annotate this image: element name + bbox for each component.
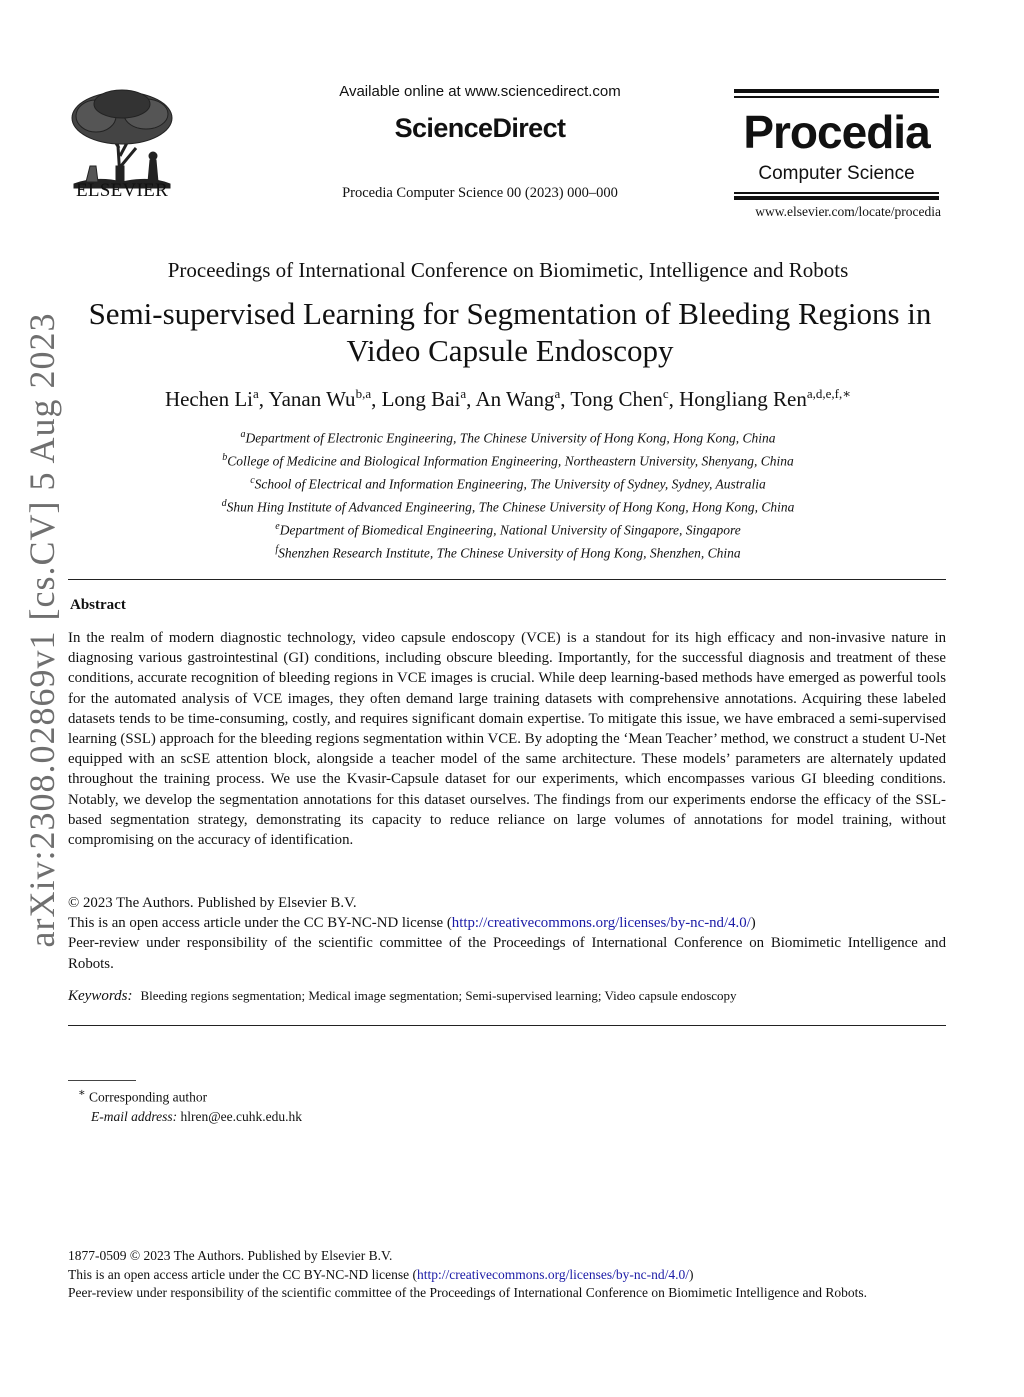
procedia-top-rule-thin	[734, 96, 939, 98]
affiliation-mark: f	[275, 544, 279, 556]
bottom-license-block	[68, 1247, 968, 1303]
author-name: Tong Chen	[570, 387, 663, 411]
abstract-body: In the realm of modern diagnostic technology, video capsule endoscopy (VCE) is a standout for its high efficacy and non-invasive nature in diagnosing various gastrointestinal (GI) conditions, including obscure bleeding. Importantly, for the successful diagnosis and treatment of these conditions, accurate recognition of bleeding regions in VCE images is crucial. While deep learning-based methods have emerged as powerful tools for the automated analysis of VCE images, they often demand large training datasets with comprehensive annotations. Acquiring these labeled datasets tends to be time-consuming, costly, and requires significant domain expertise. To mitigate this issue, we have embraced a semi-supervised learning (SSL) approach for the bleeding regions segmentation within VCE. By adopting the ‘Mean Teacher’ method, we construct a student U-Net equipped with an scSE attention block, alongside a teacher model of the same architecture. These models’ parameters are alternately updated throughout the training process. We use the Kvasir-Capsule dataset for our experiments, which encompasses various GI bleeding conditions. Notably, we develop the segmentation annotations for this dataset ourselves. The findings from our experiments endorse the efficacy of the SSL-based segmentation strategy, demonstrating its capacity to reduce reliance on large volumes of annotations for model training, without compromising on the accuracy of identification.	[68, 630, 946, 849]
affiliation-text: College of Medicine and Biological Information Engineering, Northeastern University, Shenyang, China	[227, 453, 794, 469]
email-address[interactable]: hlren@ee.cuhk.edu.hk	[180, 1109, 303, 1124]
author-affiliation-mark: a,d,e,f,∗	[806, 386, 852, 401]
affiliation-text: Shun Hing Institute of Advanced Engineering, The Chinese University of Hong Kong, Hong Kong, China	[226, 499, 795, 515]
author-name: An Wang	[475, 387, 555, 411]
issn-line: 1877-0509 © 2023 The Authors. Published by Elsevier B.V.	[68, 1248, 393, 1263]
bottom-license-line	[68, 1266, 968, 1285]
sciencedirect-logo: ScienceDirect	[394, 113, 566, 143]
available-online-text: Available online at www.sciencedirect.com	[339, 83, 621, 100]
affiliation-list	[66, 425, 950, 564]
license-line	[68, 913, 946, 933]
license-link[interactable]: http://creativecommons.org/licenses/by-nc-nd/4.0/	[451, 915, 751, 932]
journal-reference: Procedia Computer Science 00 (2023) 000–000	[342, 185, 618, 201]
author-list	[66, 386, 950, 412]
author-name: Hongliang Ren	[679, 387, 807, 411]
affiliation-text: Shenzhen Research Institute, The Chinese University of Hong Kong, Shenzhen, China	[278, 545, 741, 561]
keywords-text: Bleeding regions segmentation; Medical image segmentation; Semi-supervised learning; Video capsule endoscopy	[140, 988, 737, 1003]
author-separator: ,	[560, 387, 571, 411]
footnote-rule	[68, 1080, 136, 1081]
bottom-license-suffix: )	[688, 1266, 694, 1282]
bottom-license-prefix: This is an open access article under the CC BY-NC-ND license (	[68, 1266, 418, 1282]
license-prefix: This is an open access article under the CC BY-NC-ND license (	[68, 915, 452, 932]
affiliation-line	[66, 425, 950, 448]
affiliation-mark: a	[240, 429, 246, 440]
affiliation-line	[66, 494, 950, 517]
affiliation-mark: c	[250, 475, 255, 487]
footnote	[78, 1084, 778, 1127]
bottom-peer-review-line: Peer-review under responsibility of the scientific committee of the Proceedings of International Conference on Biomimetic Intelligence and Robots.	[68, 1285, 867, 1300]
affiliation-text: Department of Electronic Engineering, The Chinese University of Hong Kong, Hong Kong, China	[245, 430, 776, 446]
procedia-logo: Procedia	[743, 106, 930, 158]
procedia-top-rule	[734, 89, 939, 93]
elsevier-wordmark: ELSEVIER	[75, 180, 169, 201]
paper-title-line-2: Video Capsule Endoscopy	[346, 333, 674, 368]
proceedings-line: Proceedings of International Conference on Biomimetic, Intelligence and Robots	[167, 258, 849, 282]
affiliation-text: Department of Biomedical Engineering, National University of Singapore, Singapore	[279, 522, 741, 538]
bottom-license-link[interactable]: http://creativecommons.org/licenses/by-nc-nd/4.0/	[417, 1266, 689, 1282]
keywords	[68, 988, 946, 1005]
author-affiliation-mark: b,a	[355, 386, 372, 401]
procedia-subtitle: Computer Science	[758, 163, 915, 184]
affiliation-mark: b	[222, 452, 228, 464]
affiliation-line	[66, 517, 950, 540]
author-affiliation-mark: a	[460, 386, 467, 401]
author-separator: ,	[371, 387, 382, 411]
author-separator: ,	[668, 387, 680, 411]
author-affiliation-mark: a	[554, 386, 561, 401]
abstract-top-rule	[68, 579, 946, 580]
license-suffix: )	[750, 915, 756, 932]
arxiv-side-stamp: arXiv:2308.02869v1 [cs.CV] 5 Aug 2023	[22, 312, 62, 948]
footnote-email	[78, 1107, 778, 1127]
affiliation-mark: e	[275, 521, 280, 533]
corresponding-author-text: Corresponding author	[89, 1089, 208, 1105]
abstract-heading: Abstract	[70, 597, 126, 613]
author-name: Long Bai	[381, 387, 461, 411]
copyright-line: © 2023 The Authors. Published by Elsevier B.V.	[68, 895, 357, 911]
footnote-mark: ∗	[78, 1087, 86, 1099]
copyright-block	[68, 893, 946, 974]
affiliation-text: School of Electrical and Information Engineering, The University of Sydney, Sydney, Australia	[254, 476, 766, 492]
affiliation-mark: d	[221, 498, 227, 510]
keywords-label: Keywords:	[68, 988, 133, 1004]
author-separator: ,	[466, 387, 476, 411]
author-name: Hechen Li	[164, 387, 253, 411]
procedia-bottom-rule	[734, 196, 939, 200]
author-separator: ,	[258, 387, 269, 411]
procedia-url[interactable]: www.elsevier.com/locate/procedia	[755, 204, 941, 219]
paper-title	[60, 295, 960, 369]
affiliation-line	[66, 448, 950, 471]
paper-title-line-1: Semi-supervised Learning for Segmentation of Bleeding Regions in	[88, 296, 932, 331]
procedia-bottom-rule-thin	[734, 192, 939, 194]
keywords-bottom-rule	[68, 1025, 946, 1026]
affiliation-line	[66, 540, 950, 563]
footnote-corresponding	[78, 1084, 778, 1107]
author-affiliation-mark: c	[662, 386, 669, 401]
peer-review-line: Peer-review under responsibility of the scientific committee of the Proceedings of International Conference on Biomimetic Intelligence and Robots.	[68, 935, 946, 972]
author-name: Yanan Wu	[268, 387, 356, 411]
affiliation-line	[66, 471, 950, 494]
author-affiliation-mark: a	[252, 386, 259, 401]
email-label: E-mail address:	[91, 1109, 178, 1124]
